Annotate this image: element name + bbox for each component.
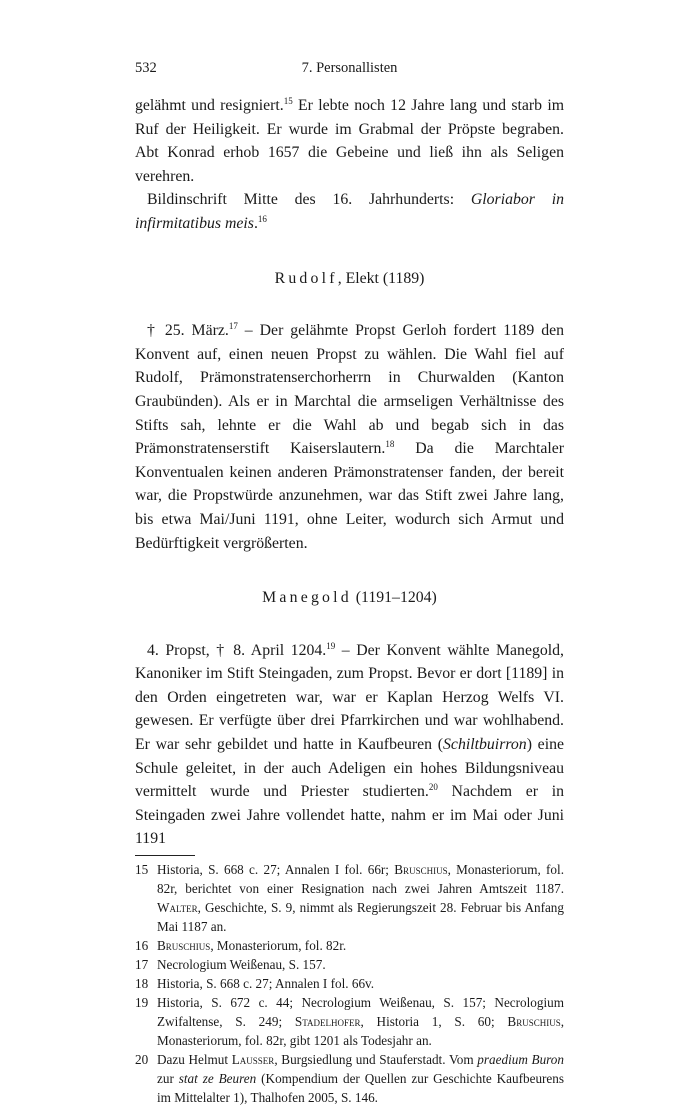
rudolf-paragraph: † 25. März.$^{17}$ – Der gelähmte Propst Gerloh fordert 1189 den Konvent auf, einen neuen Propst zu wählen. Die Wahl fiel auf Rudolf, Prämonstratenserchorherrn in Churwalden (Kanton Graubünden). Als er in Marchtal die armseligen Verhältnisse des Stifts sah, lehnte er die Wahl ab und begab sich in das Prämonstratenserstift Kaiserslautern.$^{18}$ Da die Marchtaler Konventualen keinen anderen Prämonstratenser fanden, der bereit war, die Propstwürde anzunehmen, war das Stift zwei Jahre lang, bis etwa Mai/Juni 1191, ohne Leiter, wodurch sich Armut und Bedürftigkeit vergrößerten. xyxy=(135,321,565,552)
footnote-ref[interactable]: 20 xyxy=(428,782,438,793)
section-heading-manegold: Manegold (1191–1204) xyxy=(262,589,437,607)
footnote: 16 Bruschius, Monasteriorum, fol. 82r. xyxy=(135,938,347,954)
footnote-divider xyxy=(135,855,195,856)
page-number: 532 xyxy=(135,60,157,76)
section-heading-rudolf: Rudolf, Elekt (1189) xyxy=(274,269,425,287)
footnote: 20 Dazu Helmut Lausser, Burgsiedlung und Stauferstadt. Vom praedium Buron zur stat ze Beuren (Kompendium der Quellen zur Geschichte Kaufbeurens im Mittelalter 1), Thalhofen 2005, S. 146. xyxy=(135,1052,565,1106)
footnote: 18 Historia, S. 668 c. 27; Annalen I fol. 66v. xyxy=(135,976,375,992)
inscription-quote: Gloriabor in infirmitatibus meis xyxy=(135,191,564,232)
intro-paragraph: gelähmt und resigniert.$^{15}$ Er lebte noch 12 Jahre lang und starb im Ruf der Heiligkeit. Er wurde im Grabmal der Pröpste begraben. Abt Konrad erhob 1657 die Gebeine und ließ ihn als Seligen verehren. xyxy=(135,96,564,185)
footnote-ref[interactable]: 15 xyxy=(283,96,293,106)
footnote-ref[interactable]: 16 xyxy=(257,213,267,224)
manegold-paragraph: 4. Propst, † 8. April 1204.19 – Der Konvent wählte Manegold, Kanoniker im Stift Steingaden, zum Propst. Bevor er dort [1189] in den Orden eingetreten war, war er Kaplan Herzog Welfs VI. gewesen. Er verfügte über drei Pfarrkirchen und war wohlhabend. Er war sehr gebildet und hatte in Kaufbeuren (Schiltbuirron) eine Schule geleitet, in der auch Adeligen ein hohes Bildungsniveau vermittelt wurde und Priester studierten.$^{20}$ Nachdem er in Steingaden zwei Jahre vollendet hatte, nahm er im Mai oder Juni 1191 xyxy=(135,640,564,848)
inscription-paragraph: Bildinschrift Mitte des 16. Jahrhunderts: Gloriabor in infirmitatibus meis.$^{16}$ xyxy=(135,191,564,232)
running-title: 7. Personallisten xyxy=(301,60,398,76)
footnote: 19 Historia, S. 672 c. 44; Necrologium Weißenau, S. 157; Necrologium Zwifaltense, S. 249; Stadelhofer, Historia 1, S. 60; Bruschius, Monasteriorum, fol. 82r, gibt 1201 als Todesjahr an. xyxy=(135,995,565,1049)
footnote-ref[interactable]: 18 xyxy=(385,439,395,450)
footnote: 17 Necrologium Weißenau, S. 157. xyxy=(135,957,326,973)
main-text xyxy=(135,94,564,851)
footnote-ref[interactable]: 17 xyxy=(228,321,238,332)
footnote-ref[interactable]: 19 xyxy=(326,640,336,651)
page-header xyxy=(135,60,564,86)
footnotes xyxy=(135,860,564,1107)
book-page xyxy=(135,60,564,1107)
footnote: 15 Historia, S. 668 c. 27; Annalen I fol. 66r; Bruschius, Monasteriorum, fol. 82r, berichtet von einer Resignation nach zwei Jahren Amtszeit 1187. Walter, Geschichte, S. 9, nimmt als Regierungszeit 28. Februar bis Anfang Mai 1187 an. xyxy=(135,862,564,935)
